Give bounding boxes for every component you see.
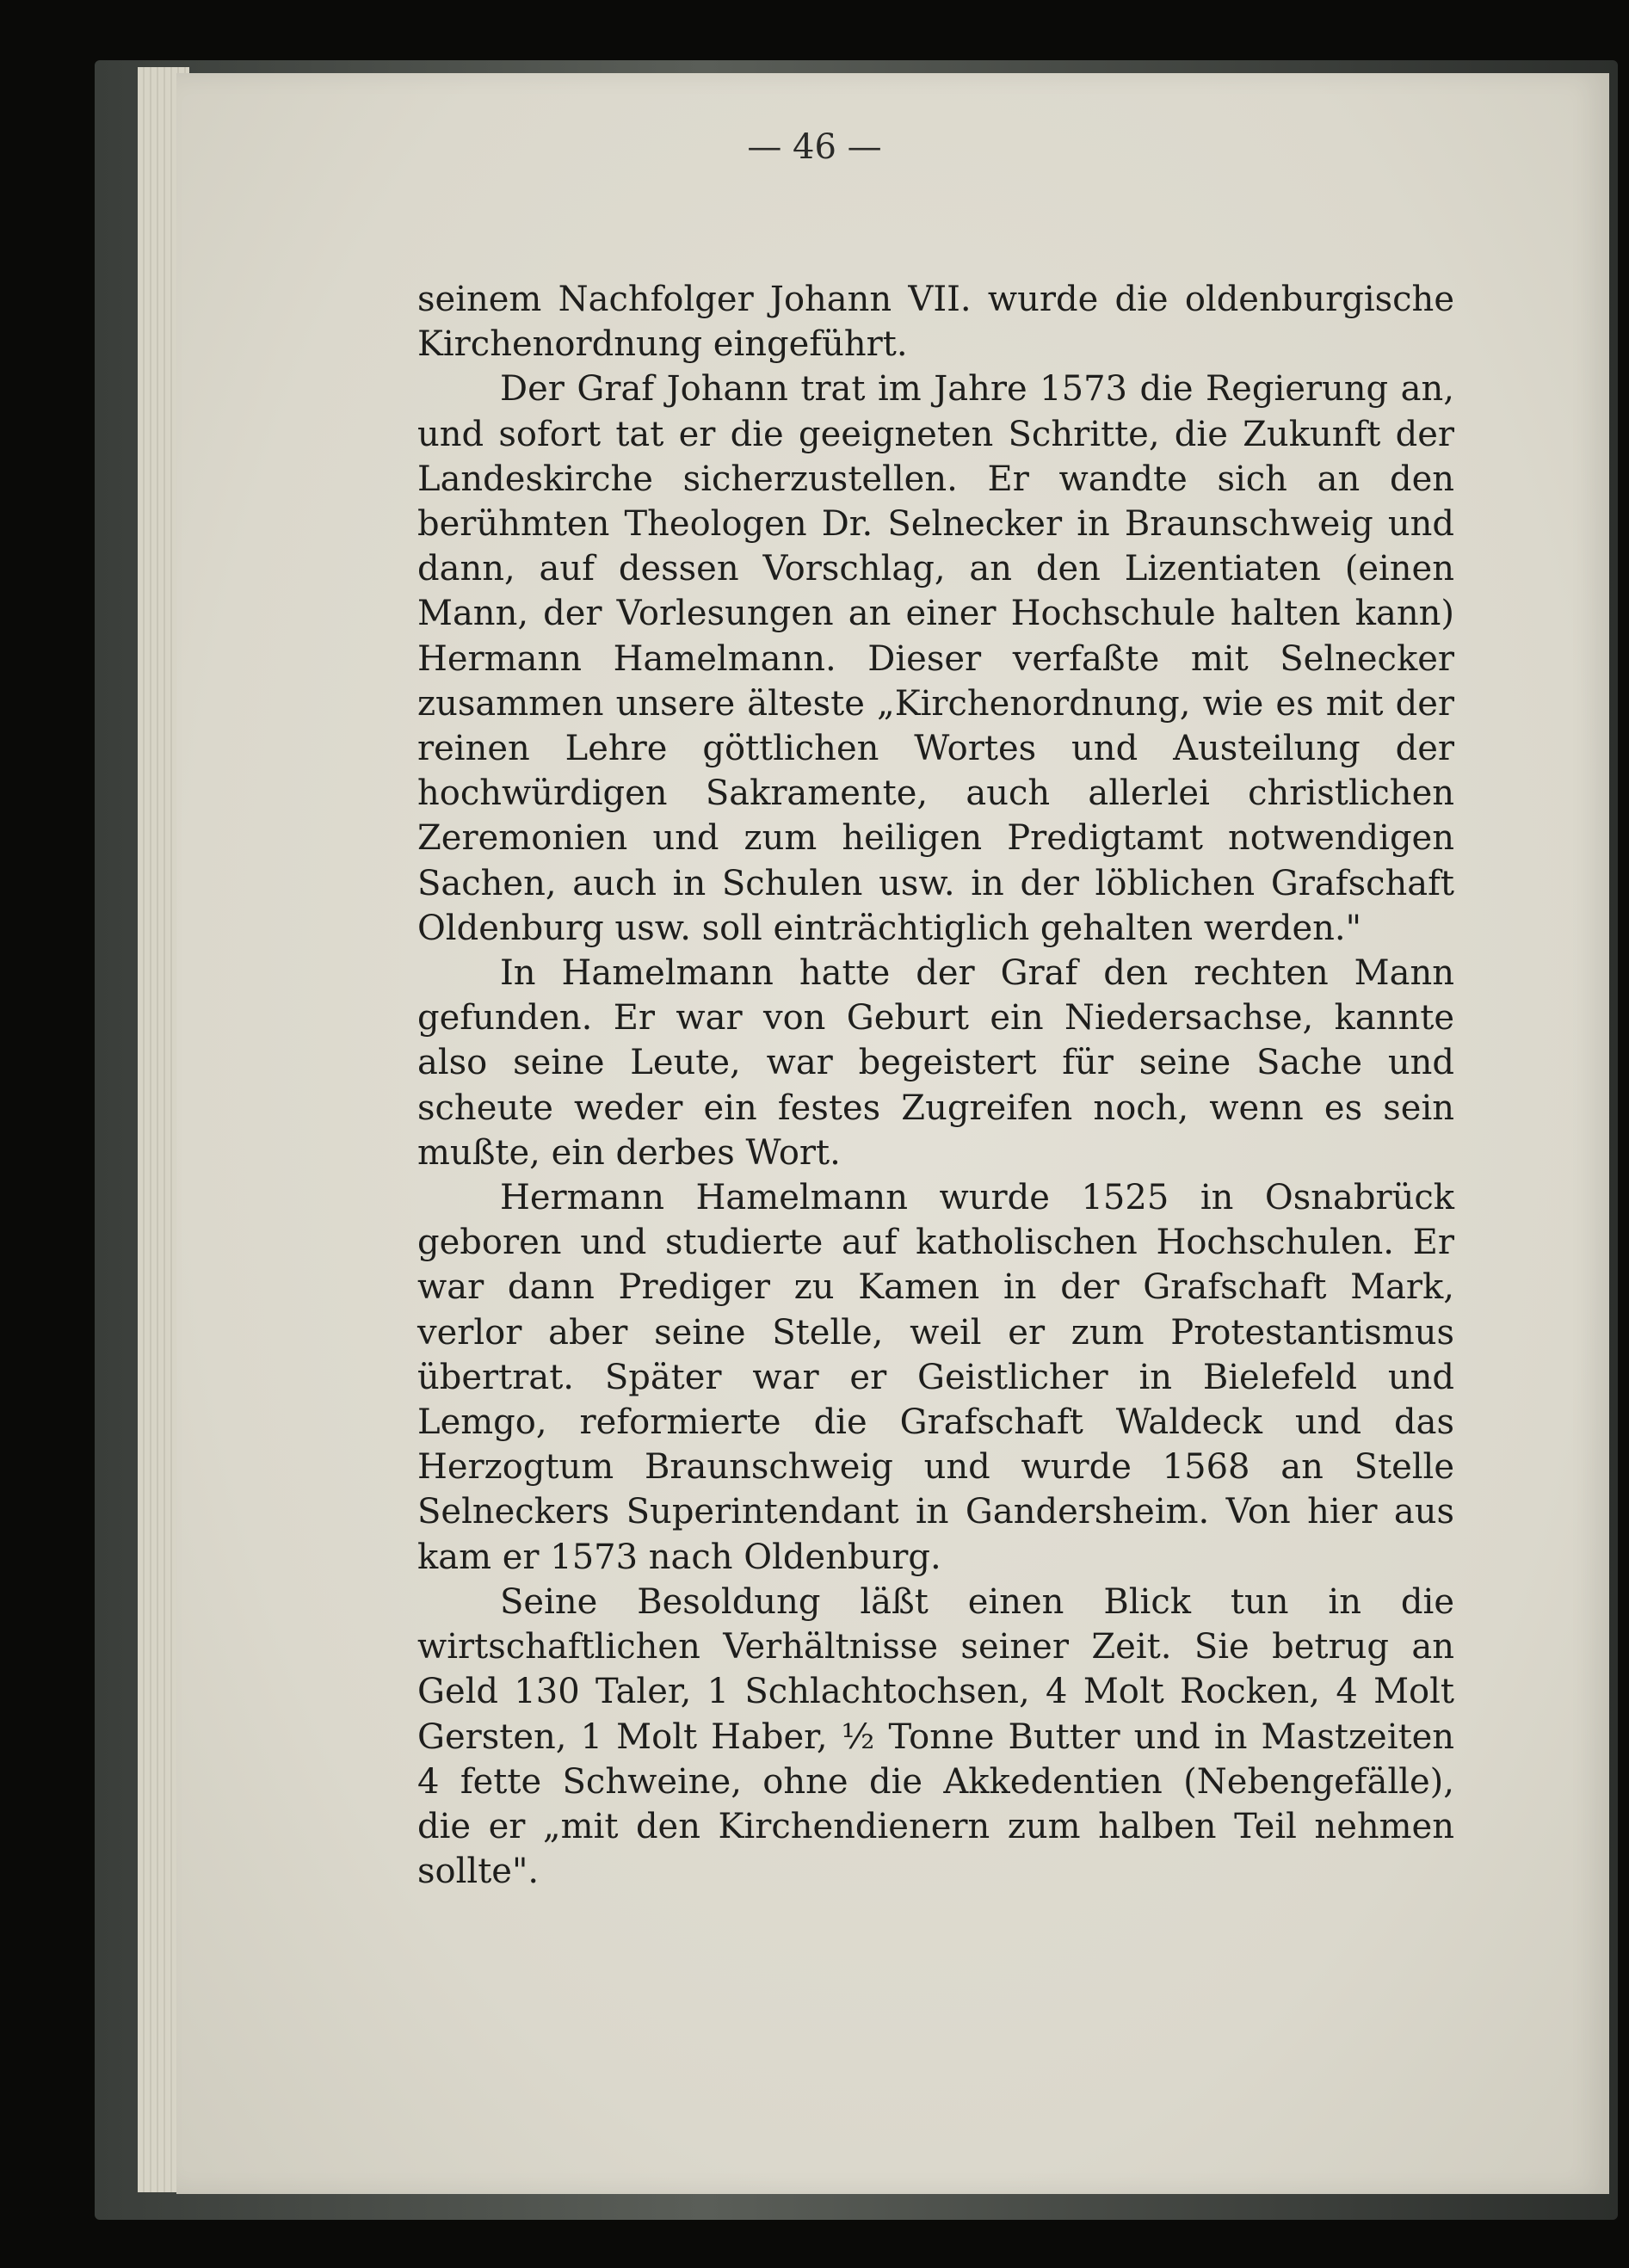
page-body — [417, 277, 1454, 1894]
paragraph: Seine Besoldung läßt einen Blick tun in die wirtschaftlichen Verhältnisse seiner Zeit. Sie betrug an Geld 130 Taler, 1 Schlachtochsen, 4 Molt Rocken, 4 Molt Gersten, 1 Molt Haber, ½ Tonne Butter und in Mastzeiten 4 fette Schweine, ohne die Akkedentien (Nebengefälle), die er „mit den Kirchendienern zum halben Teil nehmen sollte". — [417, 1581, 1454, 1892]
paragraph: Der Graf Johann trat im Jahre 1573 die Regierung an, und sofort tat er die geeigneten Schritte, die Zukunft der Landeskirche sicherzustellen. Er wandte sich an den berühmten Theologen Dr. Selnecker in Braunschweig und dann, auf dessen Vorschlag, an den Lizentiaten (einen Mann, der Vorlesungen an einer Hochschule halten kann) Hermann Hamelmann. Dieser verfaßte mit Selnecker zusammen unsere älteste „Kirchenordnung, wie es mit der reinen Lehre göttlichen Wortes und Austeilung der hochwürdigen Sakramente, auch allerlei christlichen Zeremonien und zum heiligen Predigtamt notwendigen Sachen, auch in Schulen usw. in der löblichen Grafschaft Oldenburg usw. soll einträchtiglich gehalten werden." — [417, 369, 1454, 948]
paragraph: seinem Nachfolger Johann VII. wurde die oldenburgische Kirchenordnung eingeführt. — [417, 280, 1454, 365]
paragraph: In Hamelmann hatte der Graf den rechten Mann gefunden. Er war von Geburt ein Niedersachse, kannte also seine Leute, war begeistert für seine Sache und scheute weder ein festes Zugreifen noch, wenn es sein mußte, ein derbes Wort. — [417, 953, 1454, 1173]
paragraph: Hermann Hamelmann wurde 1525 in Osnabrück geboren und studierte auf katholischen Hochschulen. Er war dann Prediger zu Kamen in der Grafschaft Mark, verlor aber seine Stelle, weil er zum Protestantismus übertrat. Später war er Geistlicher in Bielefeld und Lemgo, reformierte die Grafschaft Waldeck und das Herzogtum Braunschweig und wurde 1568 an Stelle Selneckers Superintendant in Gandersheim. Von hier aus kam er 1573 nach Oldenburg. — [417, 1178, 1454, 1577]
page-number: — 46 — — [747, 127, 882, 167]
